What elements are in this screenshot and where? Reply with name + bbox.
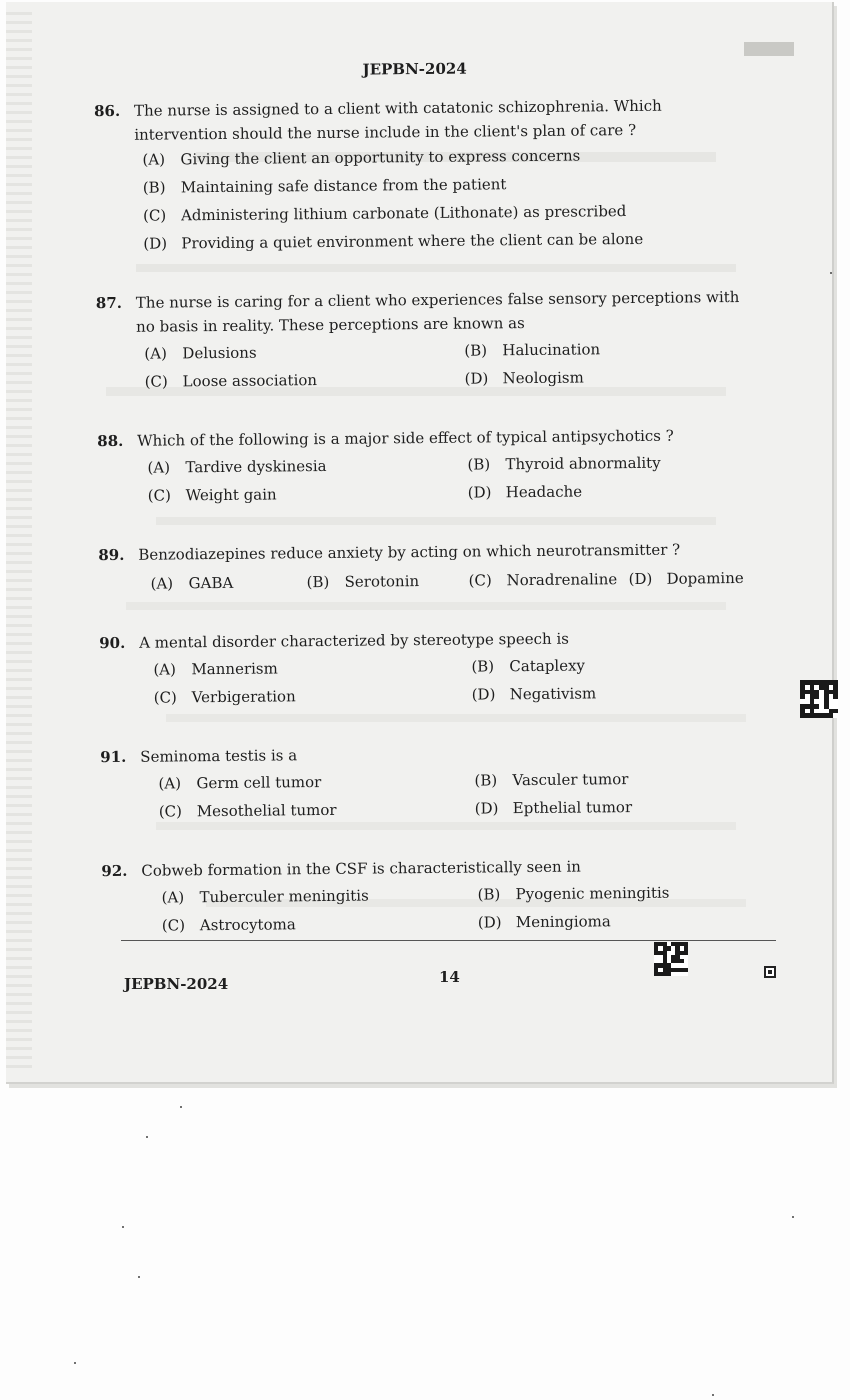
option-88-a: (A) Tardive dyskinesia <box>147 456 327 477</box>
option-90-a: (A) Mannerism <box>153 659 278 679</box>
question-number: 90. <box>99 633 126 653</box>
question-number: 91. <box>100 747 127 767</box>
footer-divider <box>121 940 776 941</box>
option-89-d: (D) Dopamine <box>628 568 744 589</box>
option-91-a: (A) Germ cell tumor <box>158 773 322 793</box>
question-number: 92. <box>101 861 128 881</box>
option-87-b: (B) Halucination <box>464 340 601 360</box>
question-text: The nurse is caring for a client who experiences false sensory perceptions with no basis in reality. These perceptions are known as <box>135 287 740 336</box>
question-text: The nurse is assigned to a client with catatonic schizophrenia. Which intervention should the nurse include in the client's plan of care ? <box>133 96 662 144</box>
scan-speck <box>74 1362 76 1364</box>
scan-speck <box>792 1216 794 1218</box>
question-text: A mental disorder characterized by stereotype speech is <box>139 629 570 652</box>
option-86-d: (D) Providing a quiet environment where the client can be alone <box>143 229 644 253</box>
option-92-a: (A) Tuberculer meningitis <box>161 886 369 907</box>
option-89-a: (A) GABA <box>150 573 234 593</box>
question-87 <box>96 285 756 339</box>
qr-code-side-icon <box>800 680 838 718</box>
option-87-d: (D) Neologism <box>464 368 584 388</box>
question-number: 89. <box>98 545 125 565</box>
qr-code-icon <box>654 942 688 976</box>
option-88-d: (D) Headache <box>467 482 583 502</box>
option-92-b: (B) Pyogenic meningitis <box>477 883 670 904</box>
option-87-c: (C) Loose association <box>144 371 318 391</box>
scan-speck <box>712 1394 714 1396</box>
scan-speck <box>830 272 832 274</box>
option-91-b: (B) Vasculer tumor <box>474 770 629 790</box>
option-86-a: (A) Giving the client an opportunity to express concerns <box>142 146 581 169</box>
option-89-c: (C) Noradrenaline <box>468 570 618 590</box>
option-88-c: (C) Weight gain <box>147 485 277 505</box>
question-text: Which of the following is a major side effect of typical antipsychotics ? <box>137 426 674 450</box>
question-92 <box>101 853 761 883</box>
option-86-b: (B) Maintaining safe distance from the patient <box>142 175 507 197</box>
option-92-d: (D) Meningioma <box>477 912 611 932</box>
option-88-b: (B) Thyroid abnormality <box>467 453 661 474</box>
footer-page-number: 14 <box>439 968 460 986</box>
question-text: Seminoma testis is a <box>140 746 298 766</box>
question-text: Cobweb formation in the CSF is characteristically seen in <box>141 857 581 880</box>
option-87-a: (A) Delusions <box>144 343 257 363</box>
question-88 <box>97 423 757 453</box>
question-number: 86. <box>93 101 121 121</box>
question-89 <box>98 537 758 567</box>
scan-speck <box>122 1226 124 1228</box>
question-text: Benzodiazepines reduce anxiety by acting on which neurotransmitter ? <box>138 540 681 564</box>
option-90-b: (B) Cataplexy <box>471 656 586 676</box>
question-number: 87. <box>95 293 123 313</box>
square-marker-icon <box>764 966 776 978</box>
option-89-b: (B) Serotonin <box>306 572 420 592</box>
option-86-c: (C) Administering lithium carbonate (Lithonate) as prescribed <box>142 202 627 225</box>
footer-exam-code: JEPBN-2024 <box>124 975 229 993</box>
question-90 <box>99 625 759 655</box>
question-86 <box>94 93 754 147</box>
option-91-d: (D) Epthelial tumor <box>474 798 633 818</box>
page-header-title: JEPBN-2024 <box>362 59 467 79</box>
scan-speck <box>138 1276 140 1278</box>
option-91-c: (C) Mesothelial tumor <box>158 800 337 821</box>
page-content <box>1 0 837 1086</box>
question-number: 88. <box>97 431 124 451</box>
option-90-c: (C) Verbigeration <box>153 687 296 707</box>
question-91 <box>100 739 760 769</box>
scan-speck <box>146 1136 148 1138</box>
option-92-c: (C) Astrocytoma <box>161 915 296 935</box>
exam-page <box>6 2 834 1084</box>
scan-speck <box>180 1106 182 1108</box>
option-90-d: (D) Negativism <box>471 684 597 704</box>
